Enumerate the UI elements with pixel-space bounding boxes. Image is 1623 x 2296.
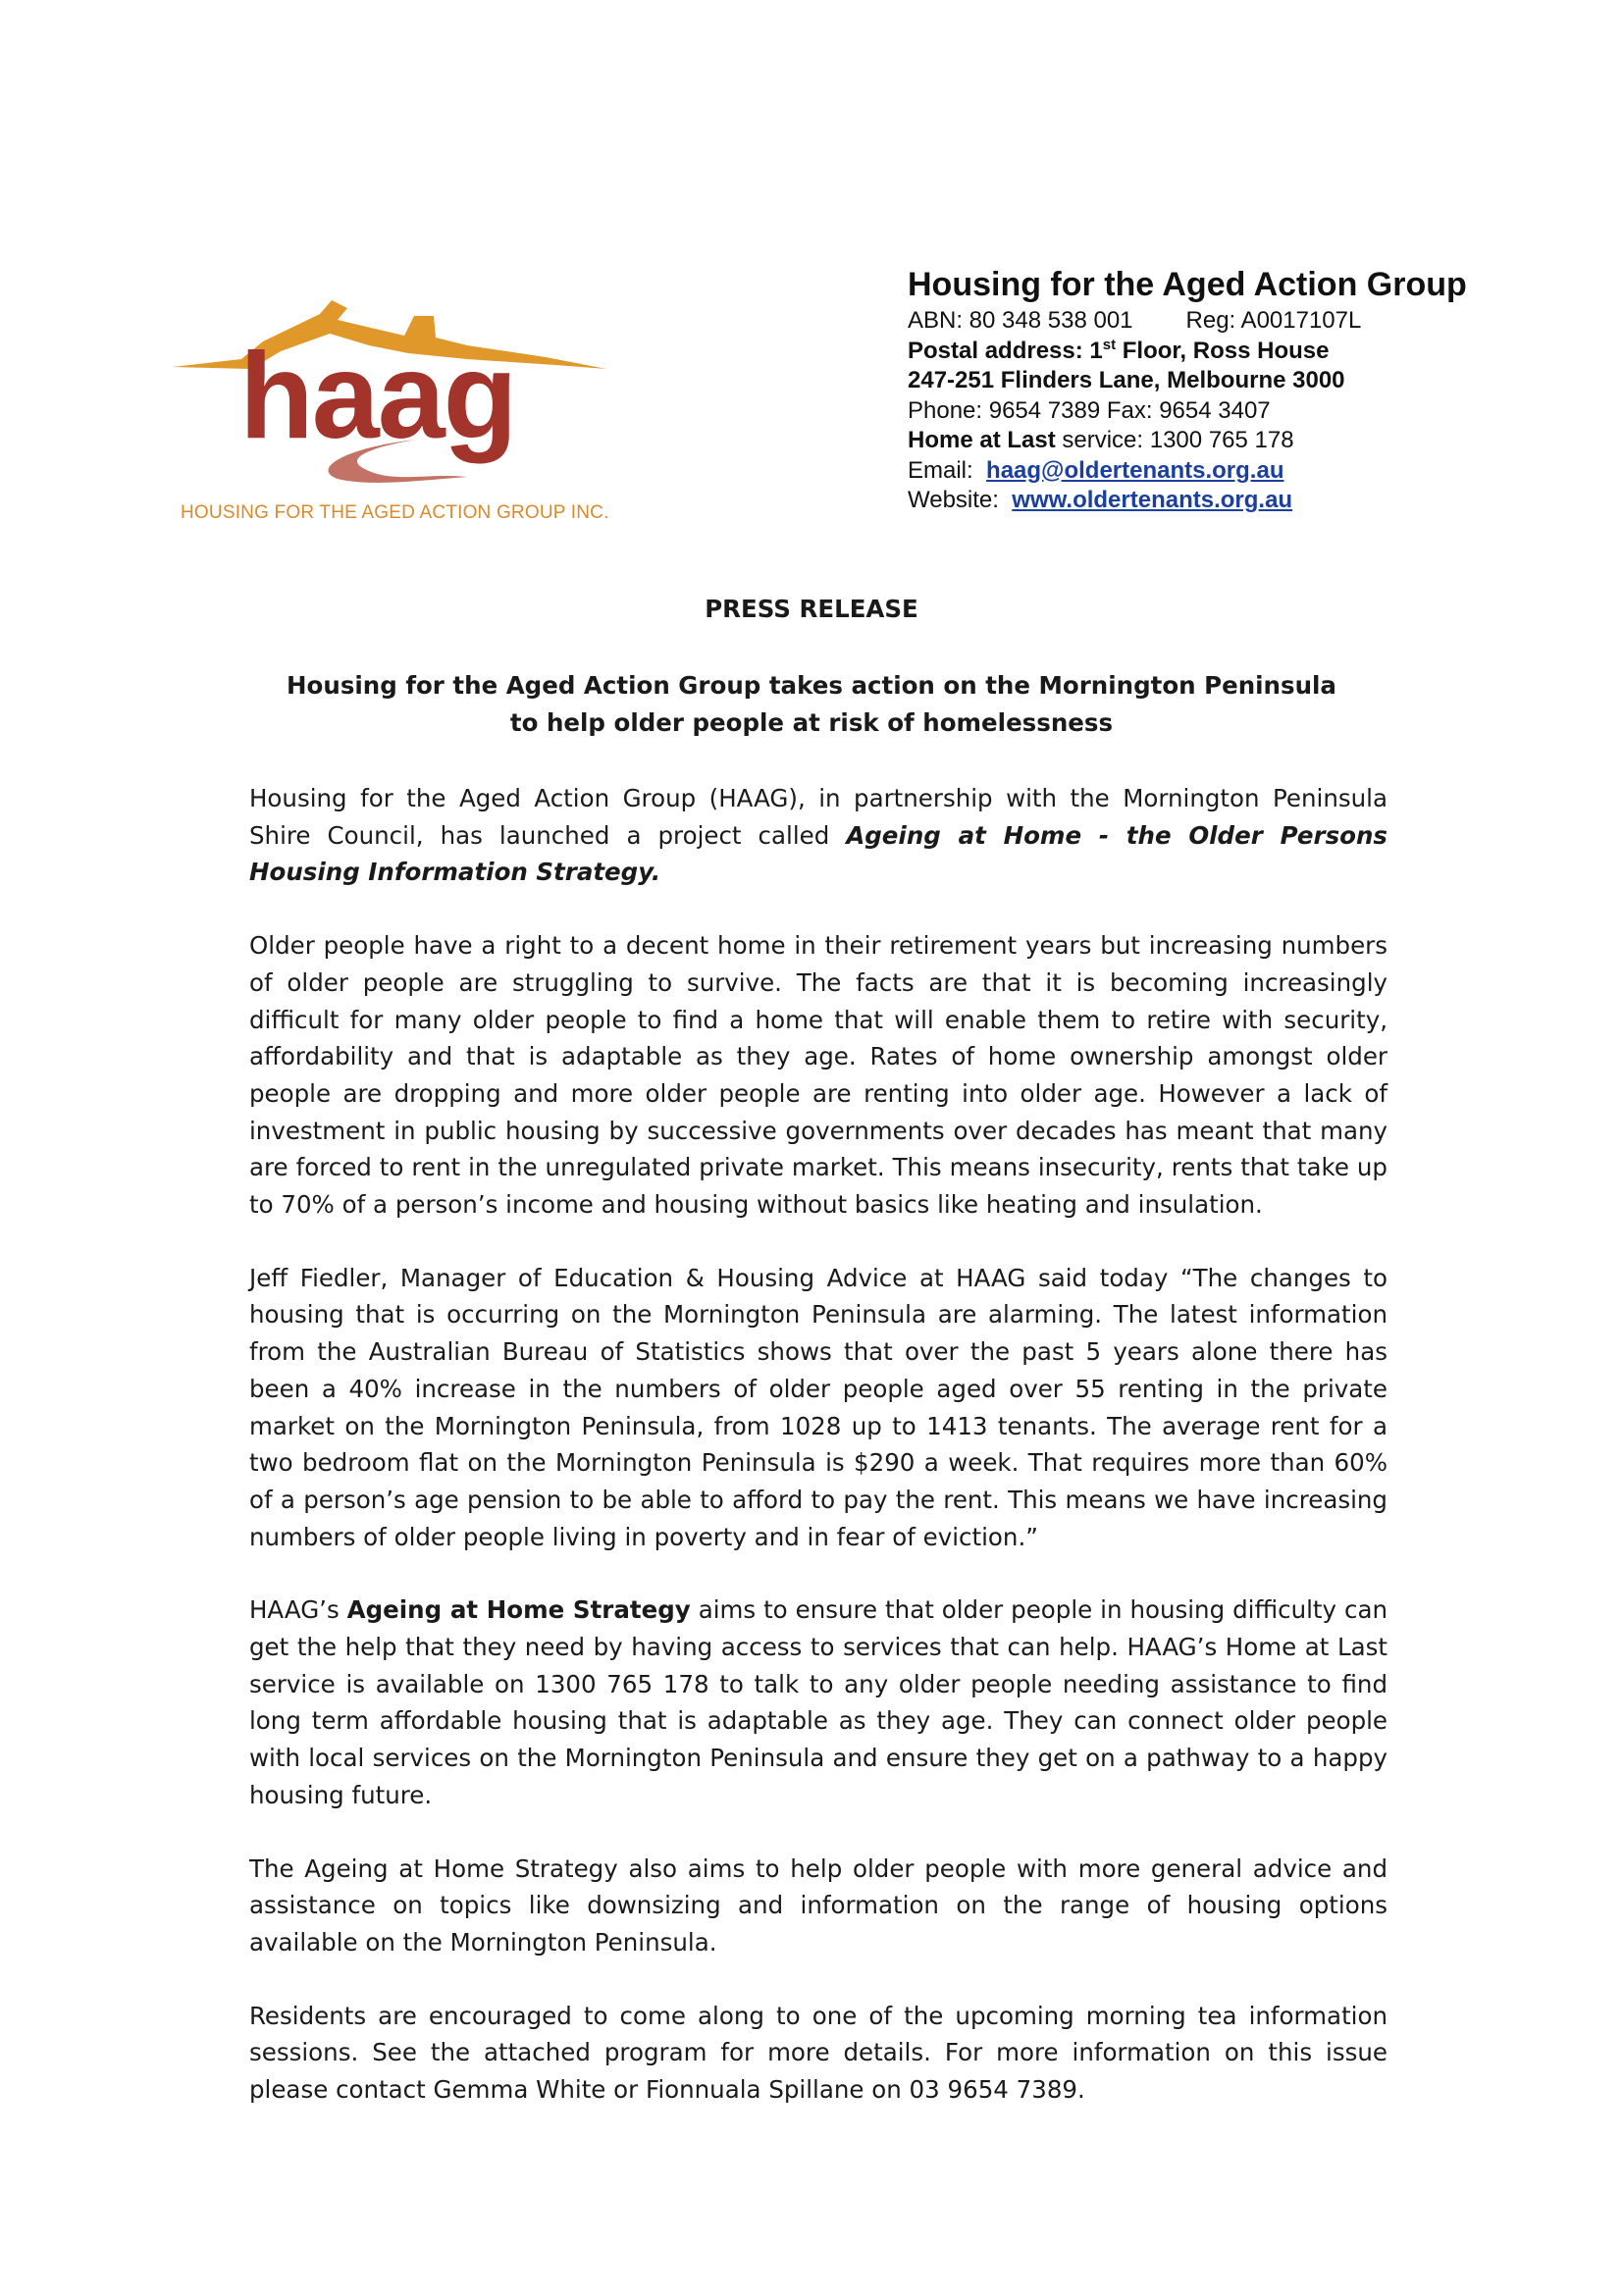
paragraph-quote: Jeff Fiedler, Manager of Education & Housing Advice at HAAG said today “The changes to housing that is occurring on the Mornington Peninsula are alarming. The latest information from the Australian Bureau of Statistics shows that over the past 5 years alone there has been a 40% increase in the numbers of older people aged over 55 renting in the private market on the Mornington Peninsula, from 1028 up to 1413 tenants. The average rent for a two bedroom flat on the Mornington Peninsula is $290 a week. That requires more than 60% of a person’s age pension to be able to afford to pay the rent. This means we have increasing numbers of older people living in poverty and in fear of eviction.” [249, 1263, 1387, 1551]
phone-fax: Phone: 9654 7389 Fax: 9654 3407 [908, 396, 1271, 424]
press-body [249, 780, 1387, 2145]
street-address: 247-251 Flinders Lane, Melbourne 3000 [908, 367, 1345, 393]
org-contact-block [908, 265, 1536, 516]
home-at-last-number: service: 1300 765 178 [1055, 427, 1294, 453]
website-line [908, 486, 1536, 516]
strategy-text-b: aims to ensure that older people in housing difficulty can get the help that they need by having access to services that can help. HAAG’s Home at Last service is available on 1300 765 178 to talk to any older people needing assistance to find long term affordable housing that is adaptable as they age. They can connect older people with local services on the Mornington Peninsula and ensure they get on a pathway to a happy housing future. [249, 1595, 1387, 1809]
headline-line-2: to help older people at risk of homelessness [509, 708, 1114, 737]
home-at-last-label: Home at Last [908, 427, 1056, 453]
paragraph-strategy [249, 1592, 1387, 1813]
postal-label: Postal address: 1 [908, 337, 1103, 364]
paragraph-context: Older people have a right to a decent home in their retirement years but increasing numbers of older people are struggling to survive. The facts are that it is becoming increasingly difficult for many older people to find a home that will enable them to retire with security, affordability and that is adaptable as they age. Rates of home ownership amongst older people are dropping and more older people are renting into older age. However a lack of investment in public housing by successive governments over decades has meant that many are forced to rent in the unregulated private market. This means insecurity, rents that take up to 70% of a person’s income and housing without basics like heating and insulation. [249, 931, 1387, 1220]
haag-wordmark: haag [239, 329, 516, 464]
paragraph-advice: The Ageing at Home Strategy also aims to help older people with more general advice and assistance on topics like downsizing and information on the range of housing options available on the Mornington Peninsula. [249, 1853, 1387, 1957]
postal-rest: Floor, Ross House [1116, 337, 1330, 364]
email-link[interactable]: haag@oldertenants.org.au [986, 456, 1284, 484]
email-label: Email: [908, 456, 973, 484]
logo-tagline: HOUSING FOR THE AGED ACTION GROUP INC. [181, 502, 609, 523]
intro-text: Housing for the Aged Action Group (HAAG), in partnership with the Mornington Peninsula Shire Council, has launched a project called [249, 784, 1387, 850]
strategy-text-a: HAAG’s [249, 1595, 347, 1625]
abn-line [908, 306, 1536, 337]
email-line [908, 456, 1536, 487]
haag-logo [173, 290, 634, 526]
home-at-last-line [908, 426, 1536, 456]
strategy-name: Ageing at Home Strategy [346, 1595, 691, 1625]
press-release-heading: PRESS RELEASE [705, 595, 918, 623]
postal-address [908, 337, 1536, 367]
org-name: Housing for the Aged Action Group [908, 266, 1467, 303]
headline-line-1: Housing for the Aged Action Group takes action on the Mornington Peninsula [287, 671, 1336, 700]
website-link[interactable]: www.oldertenants.org.au [1012, 487, 1293, 513]
paragraph-intro [249, 780, 1387, 891]
website-label: Website: [908, 487, 999, 513]
headline [255, 667, 1368, 742]
project-name: Ageing at Home - the Older Persons Housing Information Strategy. [249, 820, 1388, 887]
haag-logo-graphic [173, 290, 634, 487]
paragraph-contact: Residents are encouraged to come along to one of the upcoming morning tea information sessions. See the attached program for more details. For more information on this issue please contact Gemma White or Fionnuala Spillane on 03 9654 7389. [249, 2001, 1387, 2105]
reg-number: Reg: A0017107L [1185, 307, 1362, 334]
postal-sup: st [1102, 336, 1117, 353]
abn: ABN: 80 348 538 001 [908, 307, 1133, 334]
